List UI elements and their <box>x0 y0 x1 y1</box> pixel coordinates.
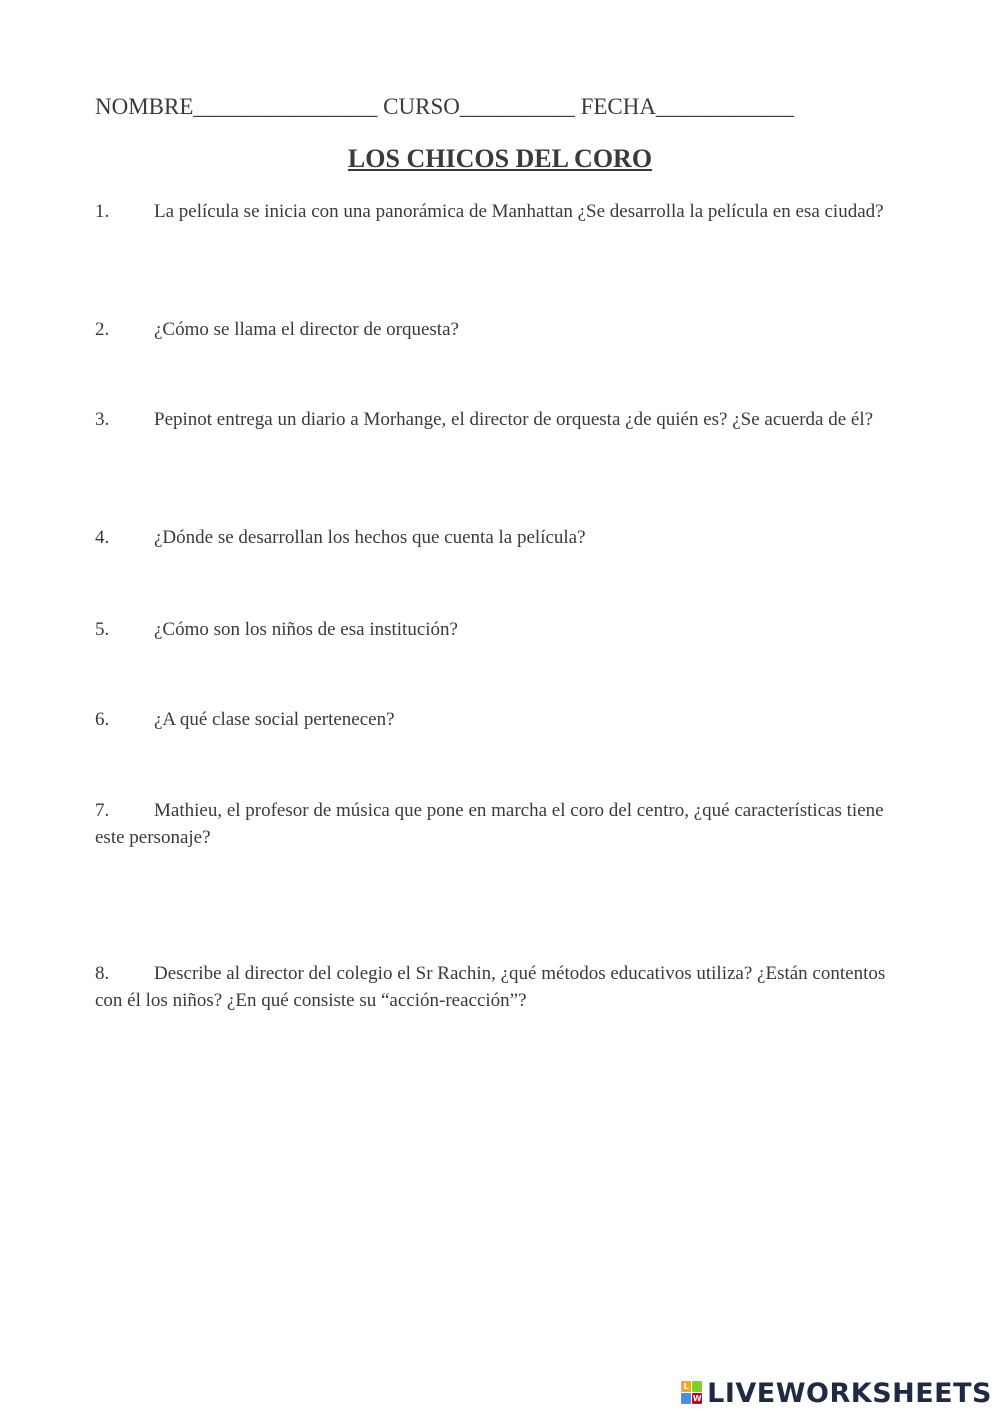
liveworksheets-logo-icon <box>681 1381 703 1405</box>
question-text: Describe al director del colegio el Sr Rachin, ¿qué métodos educativos utiliza? ¿Están contentos con él los niños? ¿En qué consiste su “acción-reacción”? <box>95 963 886 1011</box>
liveworksheets-logo-text: LIVEWORKSHEETS <box>707 1377 992 1409</box>
question-number: 5. <box>95 619 110 640</box>
question-1 <box>95 198 895 225</box>
question-number: 1. <box>95 201 110 222</box>
question-text: ¿A qué clase social pertenecen? <box>154 709 395 730</box>
question-4 <box>95 524 895 551</box>
logo-square-2 <box>692 1381 702 1392</box>
question-text: La película se inicia con una panorámica de Manhattan ¿Se desarrolla la película en esa ciudad? <box>154 201 884 222</box>
question-text: ¿Dónde se desarrollan los hechos que cuenta la película? <box>154 527 586 548</box>
question-5 <box>95 616 895 643</box>
question-7 <box>95 797 895 851</box>
question-number: 6. <box>95 709 110 730</box>
logo-square-1: L <box>681 1381 691 1392</box>
worksheet-title: LOS CHICOS DEL CORO <box>347 144 653 173</box>
question-text: Pepinot entrega un diario a Morhange, el director de orquesta ¿de quién es? ¿Se acuerda de él? <box>154 409 874 430</box>
question-number: 2. <box>95 319 110 340</box>
question-number: 3. <box>95 409 110 430</box>
liveworksheets-logo <box>681 1375 992 1411</box>
question-text: Mathieu, el profesor de música que pone en marcha el coro del centro, ¿qué características tiene este personaje? <box>95 800 884 848</box>
question-8 <box>95 960 895 1014</box>
header-fields: NOMBRE________________ CURSO__________ FECHA____________ <box>95 94 794 119</box>
logo-square-4: W <box>692 1394 702 1403</box>
question-number: 4. <box>95 527 110 548</box>
question-text: ¿Cómo son los niños de esa institución? <box>154 619 458 640</box>
question-number: 8. <box>95 963 110 984</box>
question-text: ¿Cómo se llama el director de orquesta? <box>154 319 459 340</box>
question-3 <box>95 406 895 433</box>
question-number: 7. <box>95 800 110 821</box>
logo-square-3 <box>681 1393 691 1404</box>
question-6 <box>95 706 895 733</box>
question-2 <box>95 316 895 343</box>
